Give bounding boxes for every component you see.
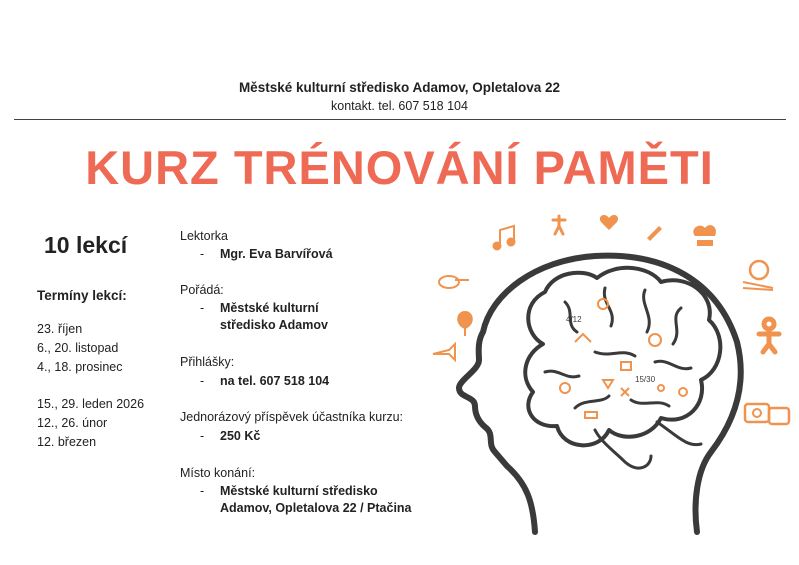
schedule-group-2 [37, 395, 144, 452]
lecturer-value: - Mgr. Eva Barvířová [200, 247, 333, 261]
person-icon [553, 216, 565, 234]
lecturer-label: Lektorka [180, 229, 228, 243]
heart-icon [600, 215, 618, 230]
head-outline [459, 256, 741, 532]
camera-icon [745, 404, 789, 424]
ball-icon [750, 261, 768, 279]
doll-icon [759, 319, 779, 352]
organizer-value: - Městské kulturní středisko Adamov [200, 301, 328, 332]
schedule-group-1 [37, 320, 122, 377]
organizer-label: Pořádá: [180, 283, 224, 297]
schedule-date: 12. březen [37, 435, 97, 449]
food-plate-icon [439, 276, 469, 288]
course-title: KURZ TRÉNOVÁNÍ PAMĚTI [85, 141, 714, 194]
schedule-date: 6., 20. listopad [37, 341, 119, 355]
schedule-heading: Termíny lekcí: [37, 288, 127, 303]
chopsticks-icon [743, 282, 773, 290]
contact-line: kontakt. tel. 607 518 104 [331, 99, 468, 113]
chef-hat-icon [693, 225, 716, 246]
organizer-header: Městské kulturní středisko Adamov, Opletalova 22 [238, 80, 561, 95]
schedule-date: 23. říjen [37, 322, 83, 336]
lessons-count: 10 lekcí [44, 232, 128, 258]
pencil-icon [647, 226, 662, 241]
schedule-date: 4., 18. prosinec [37, 360, 123, 374]
venue-value: - Městské kulturní středisko Adamov, Opletalova 22 / Ptačina [200, 484, 412, 515]
schedule-date: 12., 26. únor [37, 416, 108, 430]
balloon-icon [458, 312, 472, 336]
brain-head-illustration [425, 212, 795, 552]
brain-text-numbers: 15/30 [635, 375, 656, 384]
brain-outline [525, 268, 720, 446]
brain-text-fraction: 4/12 [566, 315, 582, 324]
venue-label: Místo konání: [180, 466, 256, 480]
fee-value: - 250 Kč [200, 429, 261, 443]
music-note-icon [493, 226, 515, 250]
schedule-date: 15., 29. leden 2026 [37, 397, 145, 411]
trumpet-icon [433, 344, 455, 360]
venue-line-2: Adamov, Opletalova 22 / Ptačina [220, 501, 412, 515]
venue-line-1: Městské kulturní středisko [220, 484, 378, 498]
registration-value: - na tel. 607 518 104 [200, 374, 330, 388]
fee-label: Jednorázový příspěvek účastníka kurzu: [180, 410, 404, 424]
registration-label: Přihlášky: [180, 355, 235, 369]
header-divider [14, 119, 786, 120]
